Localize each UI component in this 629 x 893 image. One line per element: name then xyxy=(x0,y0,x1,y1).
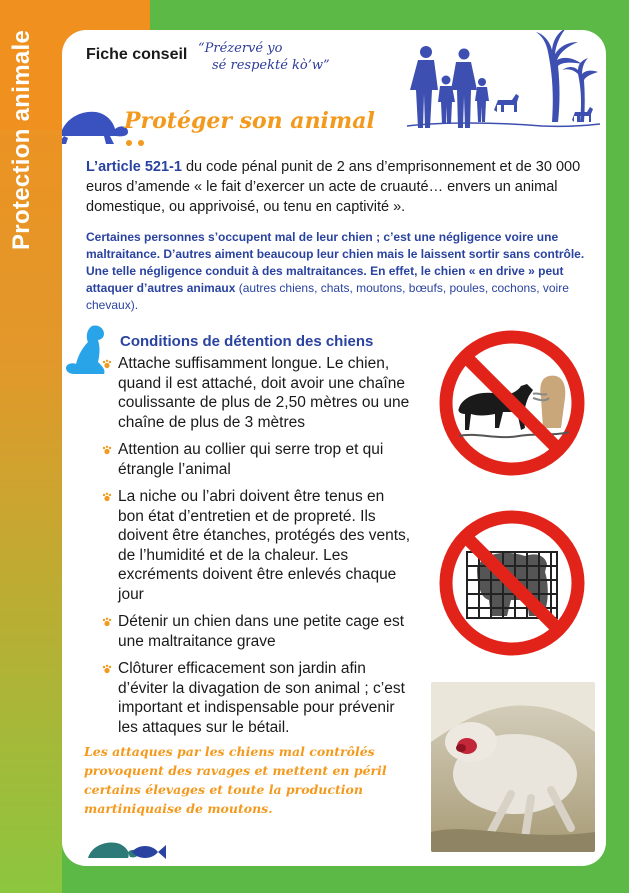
creole-line-2: sé respekté kò’w” xyxy=(212,58,330,73)
fiche-label: Fiche conseil xyxy=(86,46,188,63)
no-chained-dog-sign-icon xyxy=(437,328,587,478)
paw-icon xyxy=(102,445,112,455)
intro-text: du code pénal punit de 2 ans d’emprisonnement et de 30 000 euros d’amende « le fait d’exercer un acte de cruauté… envers un animal domestique, ou apprivoisé, ou tenu en captivité ». xyxy=(86,159,581,215)
page-title: Protéger son animal xyxy=(124,108,375,134)
warning-end: . xyxy=(134,298,139,312)
paw-icon xyxy=(124,138,160,148)
condition-text: La niche ou l’abri doivent être tenus en bon état d’entretien et de propreté. Ils doivent être étanches, protégés des vents, de l’humidité et de la chaleur. Les excréments doivent être enlevés chaque jour xyxy=(118,488,411,603)
family-with-dog-icon xyxy=(402,30,602,132)
condition-text: Clôturer efficacement son jardin afin d’éviter la divagation de son animal ; c’est important et indispensable pour prévenir les attaques sur le bétail. xyxy=(118,660,405,736)
warning-bold: Certaines personnes s’occupent mal de leur chien ; c’est une négligence voire une maltraitance. D’autres aiment beaucoup leur chien mais le laissent sortir sans contrôle. Une telle négligence conduit à des maltraitances. En effet, le chien « en drive » peut attaquer d’autres animaux xyxy=(86,230,585,295)
condition-text: Détenir un chien dans une petite cage est une maltraitance grave xyxy=(118,613,405,650)
list-item xyxy=(102,487,412,604)
fish-icon xyxy=(128,840,168,862)
paw-icon xyxy=(102,492,112,502)
condition-text: Attache suffisamment longue. Le chien, quand il est attaché, doit avoir une chaîne coulissante de plus de 2,50 mètres ou une chaîne de plus de 3 mètres xyxy=(118,355,410,431)
intro-paragraph xyxy=(86,157,596,217)
injured-sheep-photo xyxy=(431,682,595,852)
warning-paragraph xyxy=(86,229,598,314)
injured-sheep-image xyxy=(431,682,595,852)
creole-slogan xyxy=(198,40,330,74)
list-item xyxy=(102,354,412,432)
list-item xyxy=(102,612,412,651)
no-caged-dog-sign-icon xyxy=(437,508,587,658)
paw-icon xyxy=(102,359,112,369)
list-item xyxy=(102,440,412,479)
paw-icon xyxy=(102,617,112,627)
list-item xyxy=(102,659,412,737)
paw-icon xyxy=(102,664,112,674)
creole-line-1: “Prézervé yo xyxy=(198,41,283,56)
warning-normal: (autres chiens, chats, moutons, bœufs, poules, cochons, voire chevaux) xyxy=(86,281,569,312)
vertical-title-text: Protection animale xyxy=(8,29,35,250)
section-title: Conditions de détention des chiens xyxy=(120,333,374,350)
turtle-icon xyxy=(62,106,130,146)
conditions-list xyxy=(102,354,412,745)
condition-text: Attention au collier qui serre trop et qui étrangle l’animal xyxy=(118,441,384,478)
article-reference: L’article 521-1 xyxy=(86,159,182,175)
closing-message: Les attaques par les chiens mal contrôlés provoquent des ravages et mettent en péril certains élevages et toute la production martiniquaise de moutons. xyxy=(84,744,387,816)
content-card xyxy=(62,30,606,866)
